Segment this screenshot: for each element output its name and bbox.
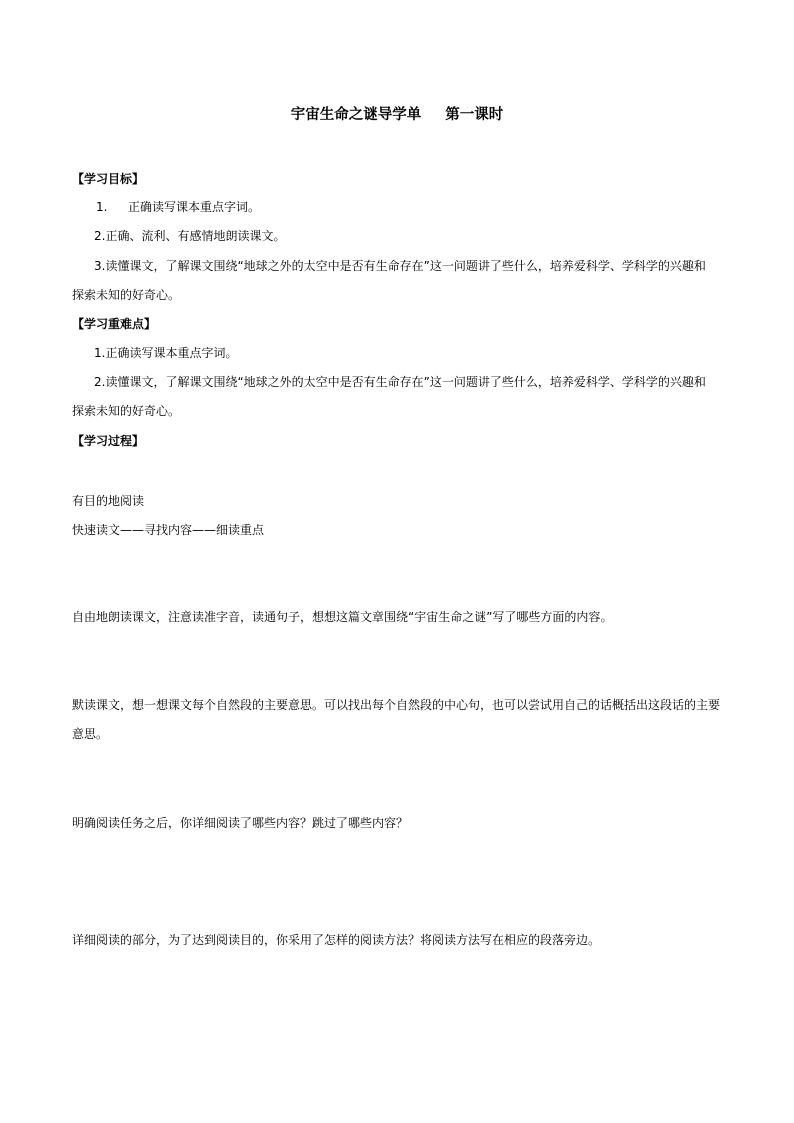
task-2-line-2: 意思。 (72, 727, 109, 741)
goals-heading: 【学习目标】 (72, 172, 145, 186)
focus-item-2-line-1: 2.读懂课文，了解课文围绕“地球之外的太空中是否有生命存在”这一问题讲了些什么，培养爱科学、学科学的兴趣和 (94, 375, 706, 389)
task-1: 自由地朗读课文，注意读准字音，读通句子，想想这篇文章围绕“宇宙生命之谜”写了哪些方面的内容。 (72, 610, 613, 624)
goals-item-1-text: 正确读写课本重点字词。 (128, 200, 261, 214)
document-title (0, 106, 794, 124)
focus-item-2-line-2: 探索未知的好奇心。 (72, 404, 181, 418)
focus-heading: 【学习重难点】 (72, 317, 157, 331)
focus-item-1: 1.正确读写课本重点字词。 (94, 346, 238, 360)
task-2-line-1: 默读课文，想一想课文每个自然段的主要意思。可以找出每个自然段的中心句，也可以尝试用自己的话概括出这段话的主要 (72, 698, 721, 712)
process-line-1: 有目的地阅读 (72, 494, 145, 508)
goals-item-1-number: 1. (96, 200, 108, 214)
title-sub: 第一课时 (445, 107, 504, 123)
goals-item-2: 2.正确、流利、有感情地朗读课文。 (94, 229, 286, 243)
process-heading: 【学习过程】 (72, 434, 145, 448)
goals-item-1 (96, 199, 260, 215)
goals-item-3-line-1: 3.读懂课文，了解课文围绕“地球之外的太空中是否有生命存在”这一问题讲了些什么，培养爱科学、学科学的兴趣和 (94, 259, 706, 273)
task-3: 明确阅读任务之后，你详细阅读了哪些内容？跳过了哪些内容？ (72, 816, 409, 830)
process-line-2: 快速读文——寻找内容——细读重点 (72, 523, 265, 537)
goals-item-3-line-2: 探索未知的好奇心。 (72, 288, 181, 302)
title-main: 宇宙生命之谜导学单 (290, 107, 422, 123)
task-4: 详细阅读的部分，为了达到阅读目的，你采用了怎样的阅读方法？将阅读方法写在相应的段落旁边。 (72, 933, 601, 947)
